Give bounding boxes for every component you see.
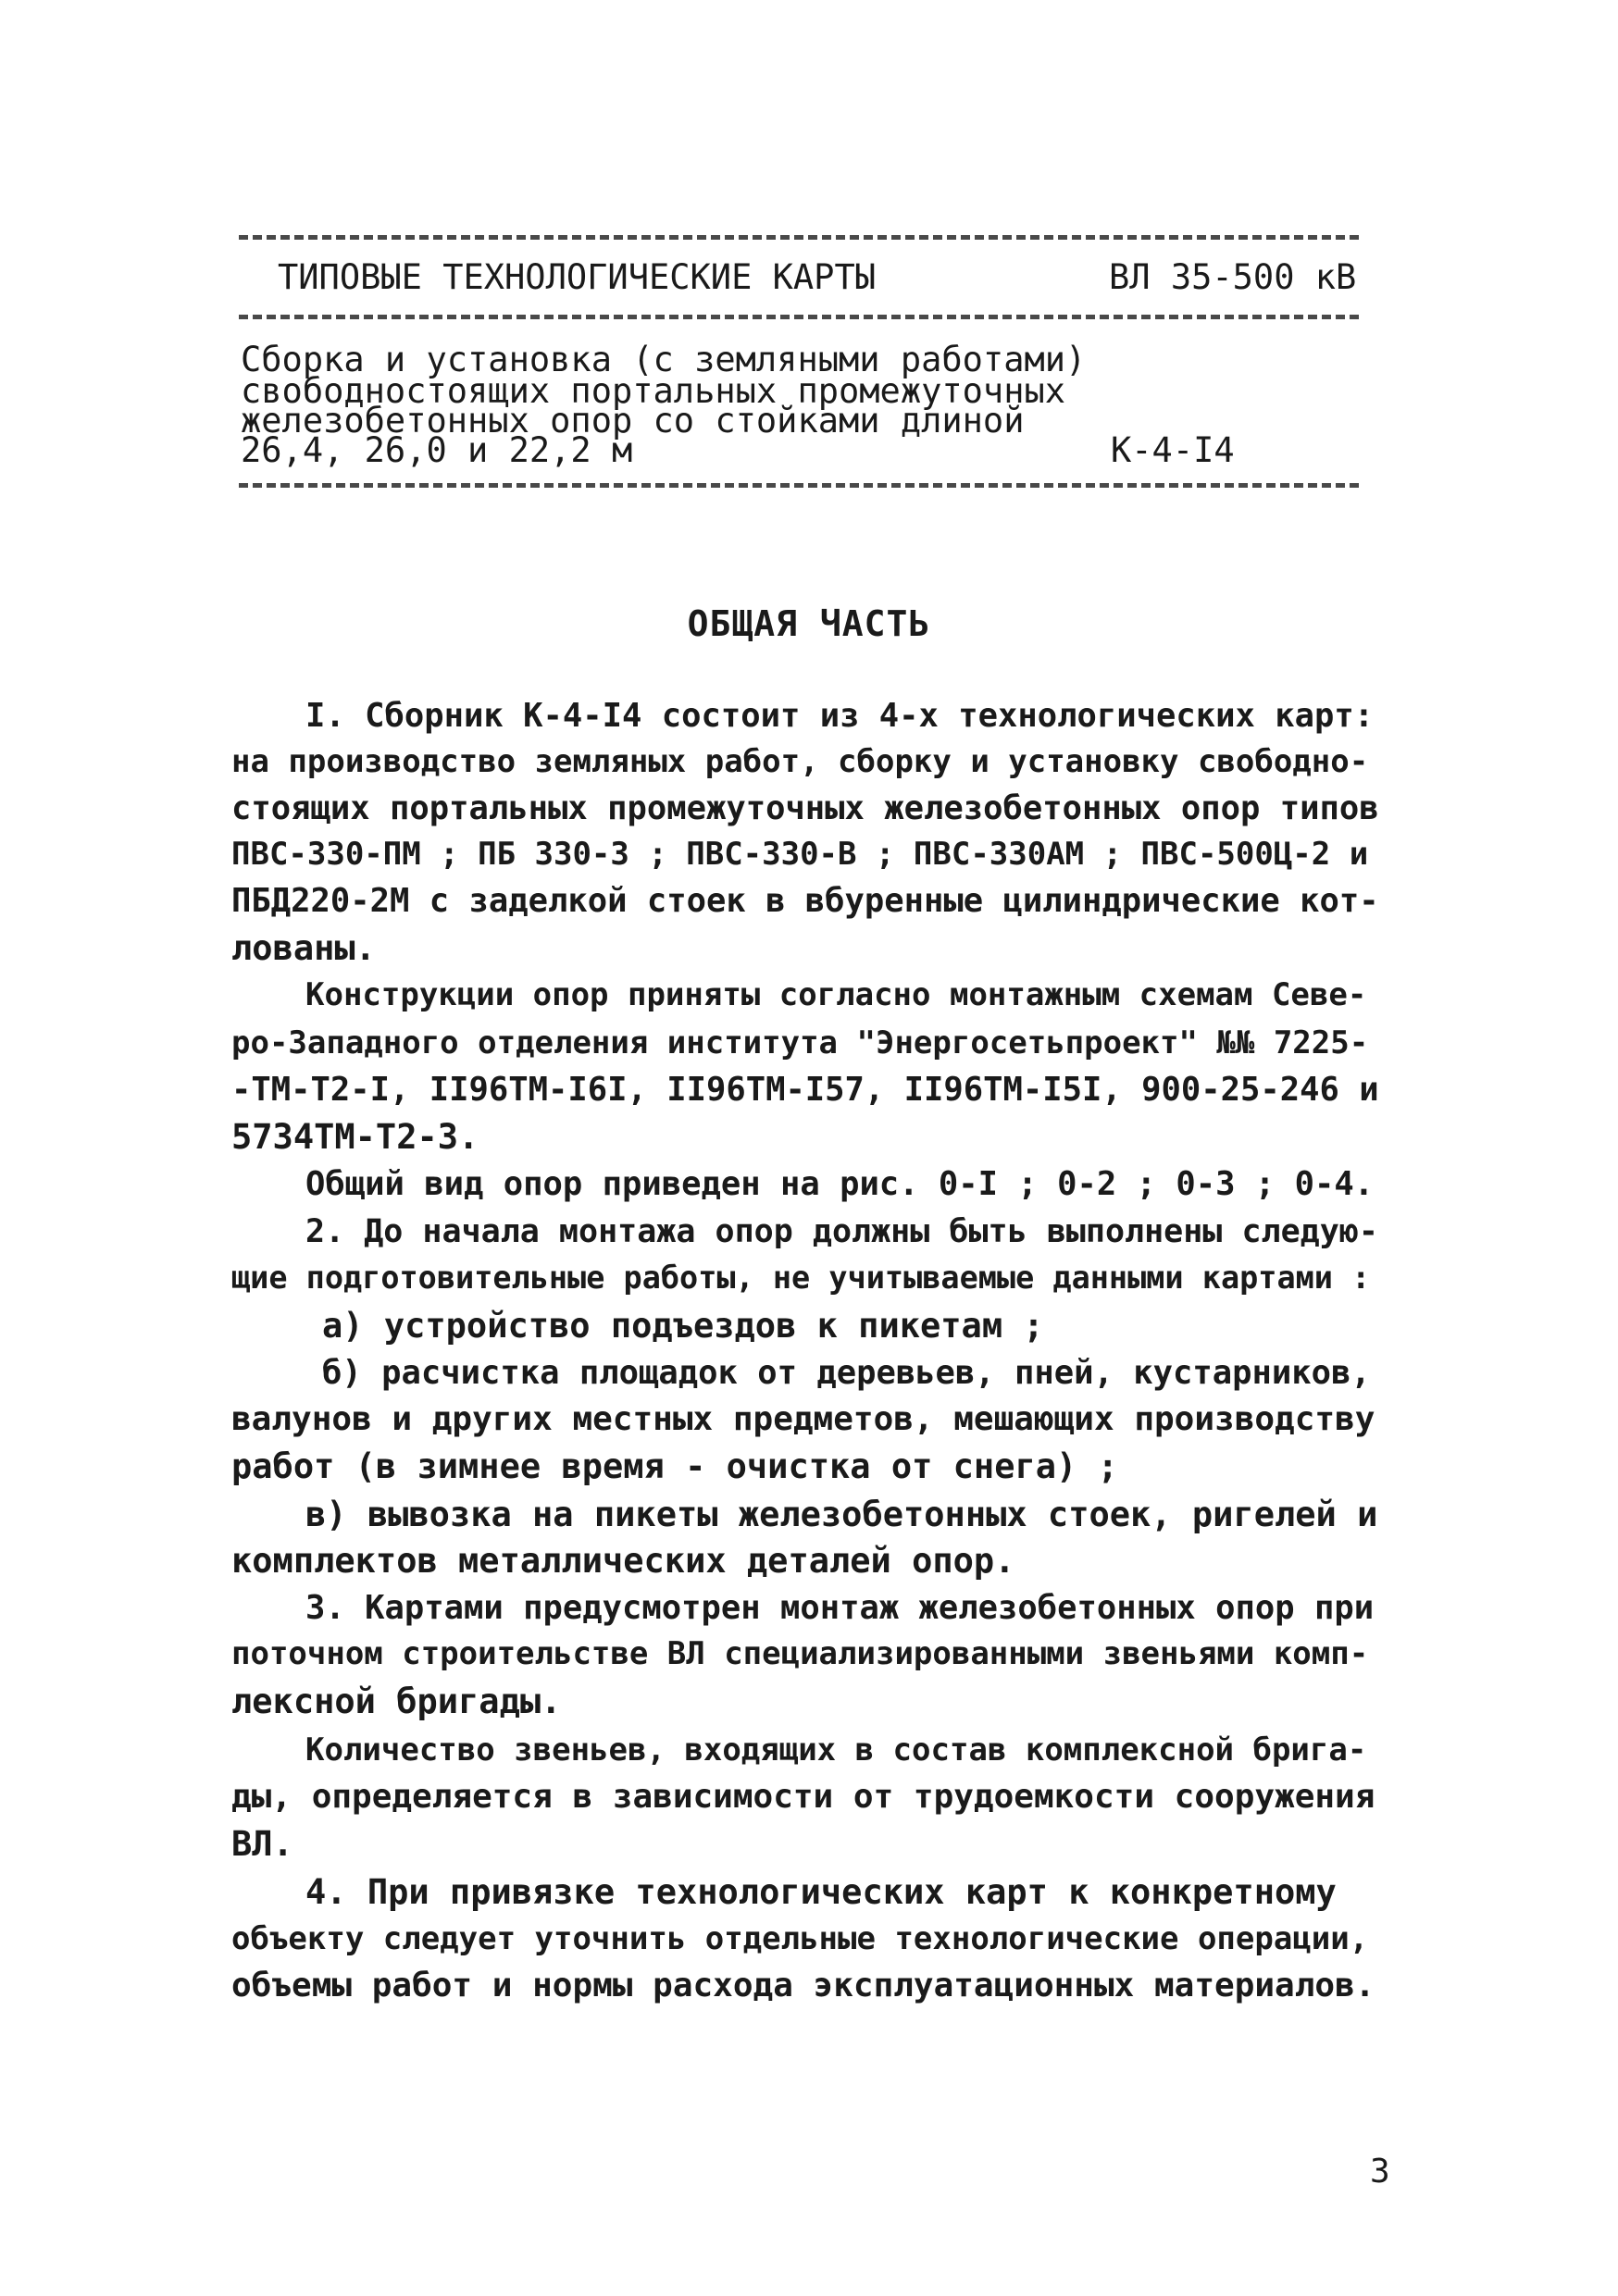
body-line: ПБД220-2М с заделкой стоек в вбуренные цилиндрические кот- <box>231 882 1379 920</box>
body-line: 3. Картами предусмотрен монтаж железобетонных опор при <box>305 1589 1375 1627</box>
body-line: Количество звеньев, входящих в состав комплексной брига- <box>305 1731 1367 1769</box>
body-line: ро-Западного отделения института "Энергосетьпроект" №№ 7225- <box>231 1024 1369 1061</box>
subtitle-line: 26,4, 26,0 и 22,2 м <box>241 430 633 470</box>
body-line: 2. До начала монтажа опор должны быть выполнены следую- <box>305 1213 1378 1250</box>
document-series-title: ТИПОВЫЕ ТЕХНОЛОГИЧЕСКИЕ КАРТЫ <box>278 257 877 297</box>
body-line: Конструкции опор приняты согласно монтажным схемам Севе- <box>305 976 1367 1013</box>
header-rule-middle <box>239 315 1359 319</box>
body-line: 5734ТМ-Т2-3. <box>231 1117 479 1157</box>
body-line: ды, определяется в зависимости от трудоемкости сооружения <box>231 1778 1375 1816</box>
body-line: 4. При привязке технологических карт к конкретному <box>305 1872 1337 1912</box>
body-line: щие подготовительные работы, не учитываемые данными картами : <box>231 1260 1371 1296</box>
body-line: на производство земляных работ, сборку и установку свободно- <box>231 743 1369 780</box>
body-line: лованы. <box>231 928 376 968</box>
page-number: 3 <box>1370 2153 1390 2191</box>
body-line: валунов и других местных предметов, мешающих производству <box>231 1400 1375 1438</box>
body-line: поточном строительстве ВЛ специализированными звеньями комп- <box>231 1635 1369 1672</box>
body-line: в) вывозка на пикеты железобетонных стоек, ригелей и <box>305 1495 1378 1534</box>
header-rule-top <box>239 235 1359 240</box>
collection-code: К-4-I4 <box>1111 430 1235 470</box>
body-line: лексной бригады. <box>231 1682 562 1721</box>
body-line: ВЛ. <box>231 1824 293 1864</box>
body-line: стоящих портальных промежуточных железобетонных опор типов <box>231 789 1379 827</box>
body-line: объекту следует уточнить отдельные технологические операции, <box>231 1920 1369 1957</box>
voltage-range: ВЛ 35-500 кВ <box>1109 257 1357 297</box>
body-line: I. Сборник К-4-I4 состоит из 4-х технологических карт: <box>305 697 1375 735</box>
body-line: Общий вид опор приведен на рис. 0-I ; 0-2 ; 0-3 ; 0-4. <box>305 1165 1375 1203</box>
body-line: ПВС-330-ПМ ; ПБ 330-3 ; ПВС-330-В ; ПВС-330АМ ; ПВС-500Ц-2 и <box>231 836 1369 873</box>
body-line: -ТМ-Т2-I, II96ТМ-I6I, II96ТМ-I57, II96ТМ-I5I, 900-25-246 и <box>231 1071 1379 1109</box>
subtitle-line: железобетонных опор со стойками длиной <box>241 401 1025 441</box>
body-line: объемы работ и нормы расхода эксплуатационных материалов. <box>231 1967 1375 2004</box>
subtitle-line: свободностоящих портальных промежуточных <box>241 371 1066 411</box>
section-title: ОБЩАЯ ЧАСТЬ <box>687 603 931 644</box>
header-rule-bottom <box>239 483 1359 488</box>
body-line: работ (в зимнее время - очистка от снега) ; <box>231 1446 1118 1486</box>
subtitle-line: Сборка и установка (с земляными работами) <box>241 340 1087 379</box>
body-line: а) устройство подъездов к пикетам ; <box>322 1306 1044 1346</box>
body-line: б) расчистка площадок от деревьев, пней, кустарников, <box>322 1354 1371 1392</box>
body-line: комплектов металлических деталей опор. <box>231 1541 1015 1581</box>
